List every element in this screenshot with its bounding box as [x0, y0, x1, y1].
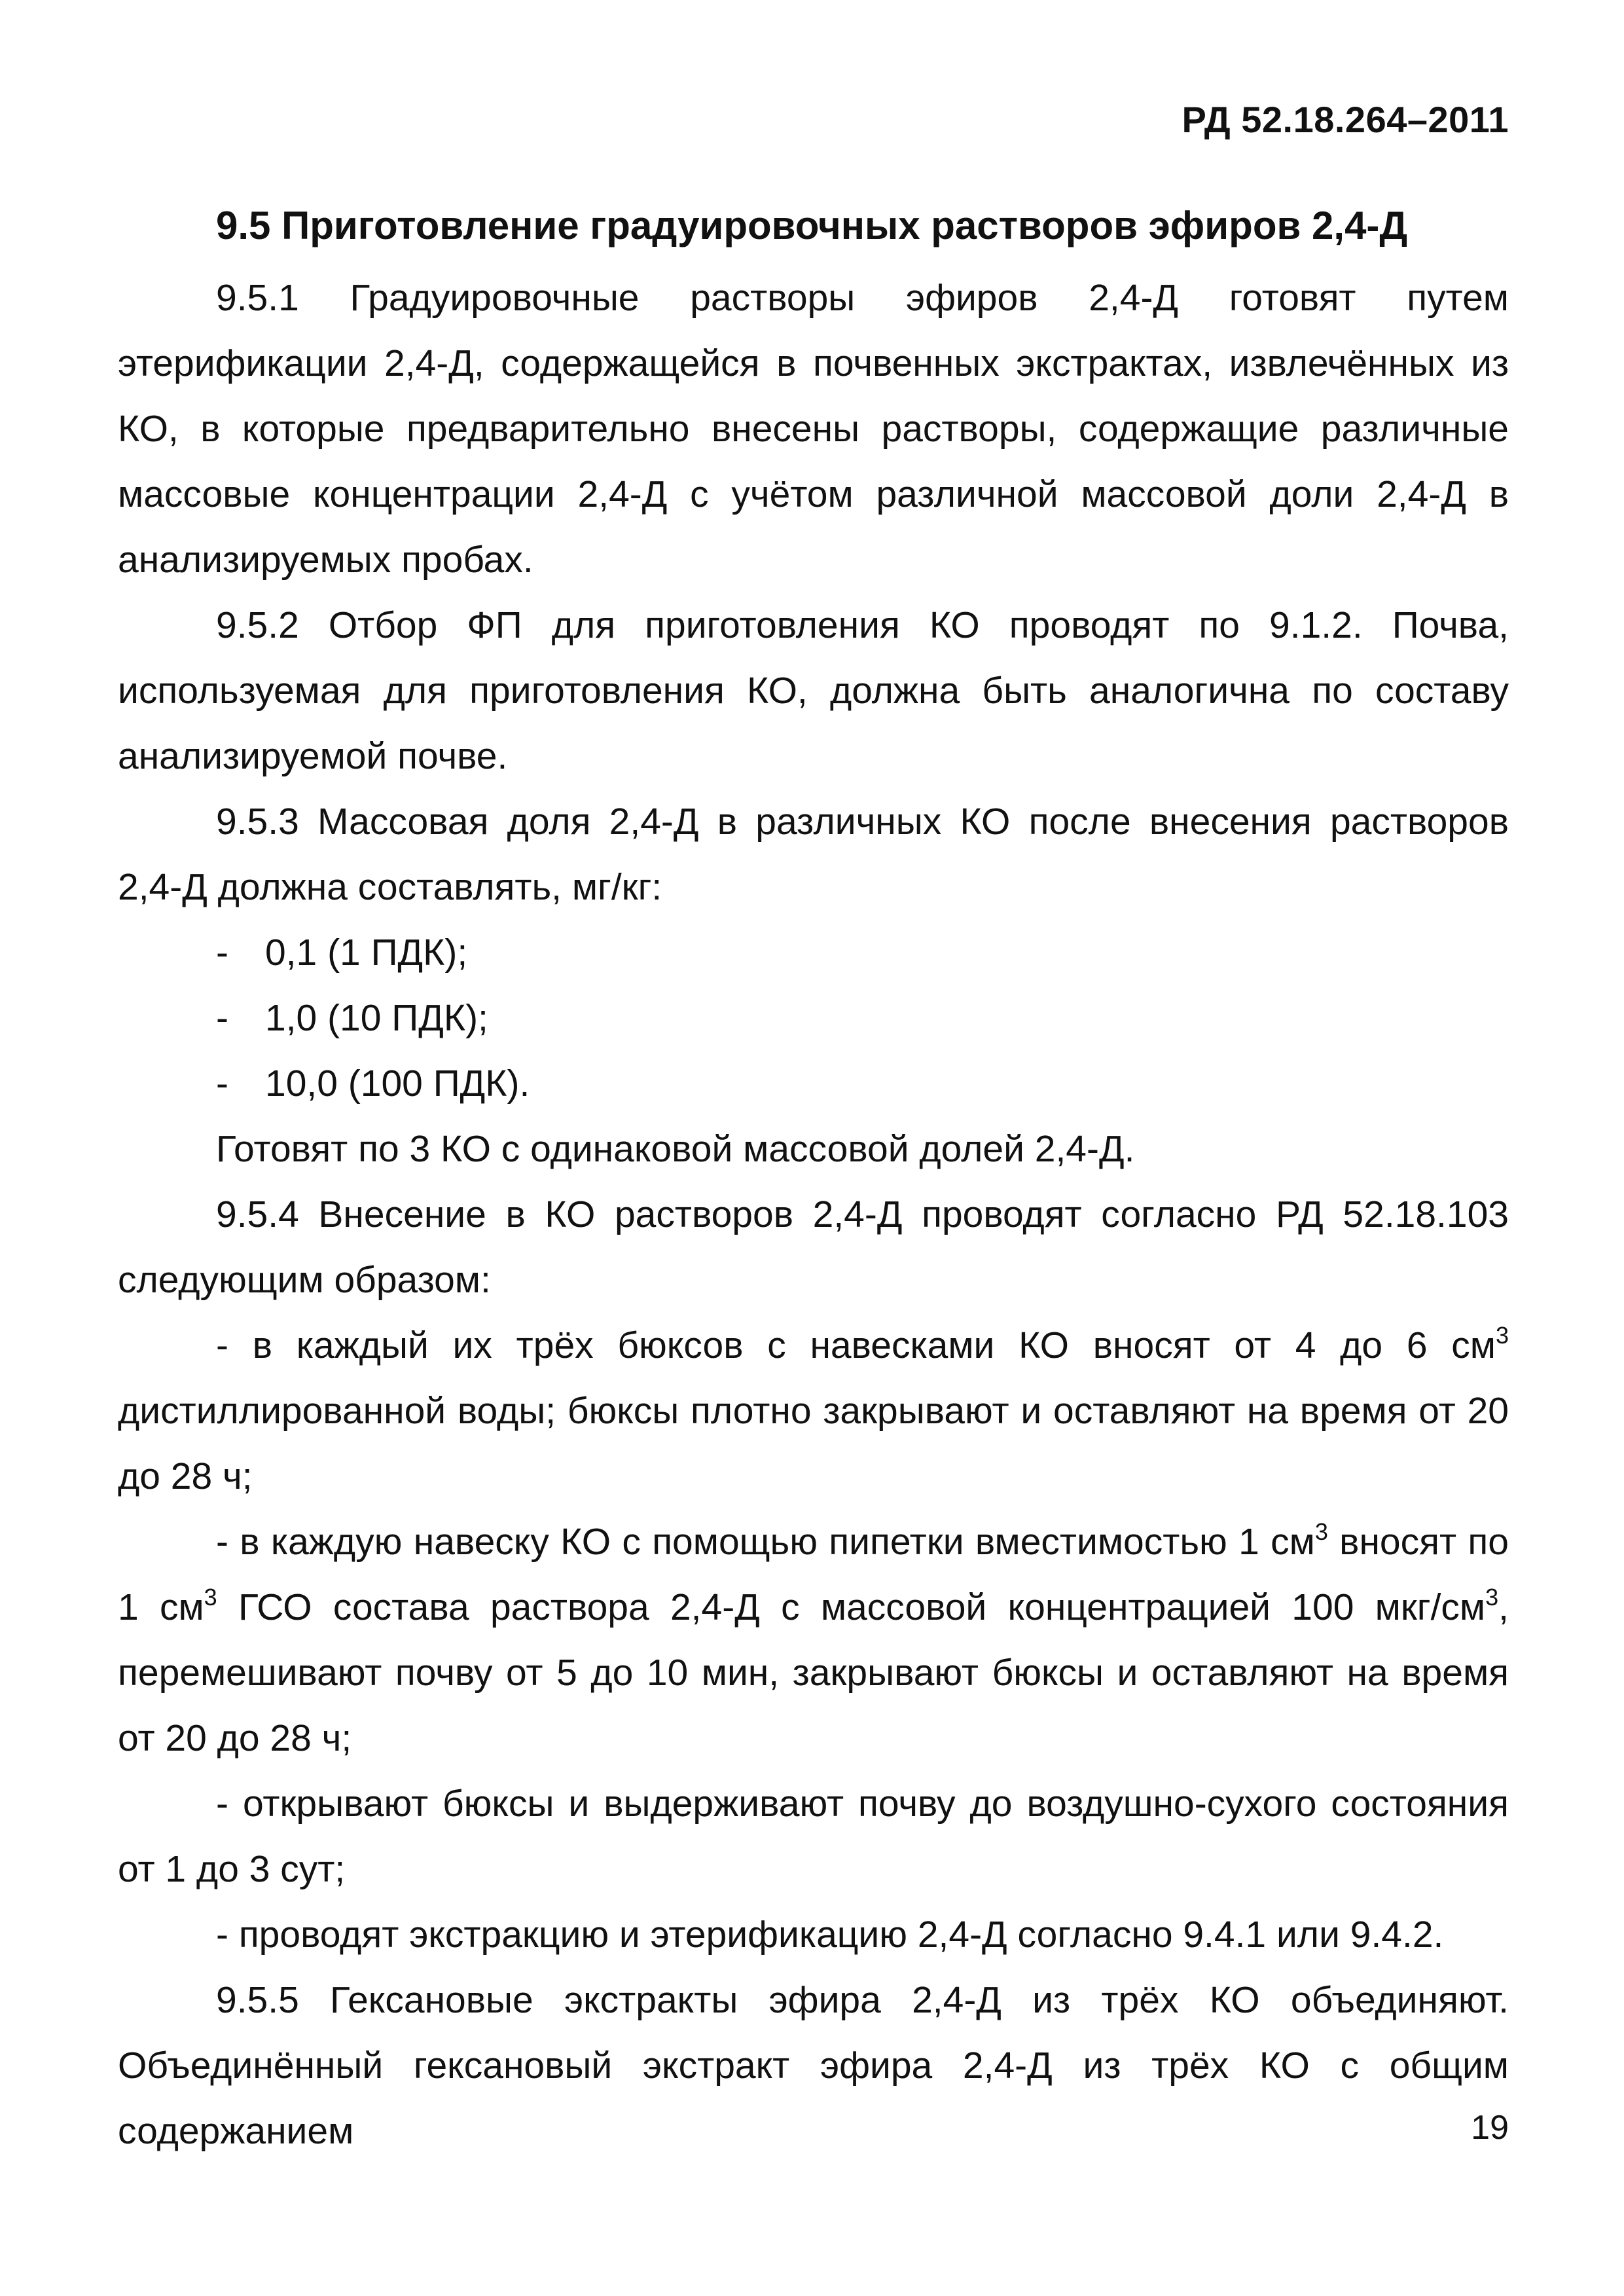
list-item-text: 10,0 (100 ПДК). [265, 1063, 530, 1104]
bullet-2-text-d: , перемешивают почву от 5 до 10 мин, закрывают бюксы и оставляют на время от 20 до 28 ч; [118, 1586, 1509, 1759]
paragraph-9-5-5: 9.5.5 Гексановые экстракты эфира 2,4-Д из трёх КО объединяют. Объединённый гексановый экстракт эфира 2,4-Д из трёх КО с общим содержанием [118, 1979, 1509, 2152]
section-title: 9.5 Приготовление градуировочных растворов эфиров 2,4-Д [216, 204, 1408, 247]
superscript: 3 [1495, 1322, 1509, 1349]
paragraph-9-5-2: 9.5.2 Отбор ФП для приготовления КО проводят по 9.1.2. Почва, используемая для приготовления КО, должна быть аналогична по составу анализируемой почве. [118, 604, 1509, 777]
bullet-2-text-b: вносят по 1 см [118, 1521, 1509, 1628]
bullet-2-text-a: - в каждую навеску КО с помощью пипетки вместимостью 1 см [216, 1521, 1315, 1563]
bullet-1-text-b: дистиллированной воды; бюксы плотно закрывают и оставляют на время от 20 до 28 ч; [118, 1390, 1509, 1497]
bullet-2 [118, 1509, 1509, 1771]
superscript: 3 [1314, 1518, 1328, 1545]
list-dash: - [216, 997, 228, 1039]
list-item [118, 985, 1509, 1051]
list-item-text: 0,1 (1 ПДК); [265, 932, 468, 974]
superscript: 3 [204, 1584, 217, 1611]
bullet-3: - открывают бюксы и выдерживают почву до воздушно-сухого состояния от 1 до 3 сут; [118, 1783, 1509, 1890]
body-text [118, 265, 1509, 2164]
bullet-2-text-c: ГСО состава раствора 2,4-Д с массовой концентрацией 100 мкг/см [217, 1586, 1486, 1628]
list-dash: - [216, 1063, 228, 1104]
bullet-1 [118, 1313, 1509, 1509]
list-item [118, 920, 1509, 985]
bullet-1-text-a: - в каждый их трёх бюксов с навесками КО вносят от 4 до 6 см [216, 1324, 1496, 1366]
paragraph-9-5-4: 9.5.4 Внесение в КО растворов 2,4-Д проводят согласно РД 52.18.103 следующим образом: [118, 1194, 1509, 1301]
page-number: 19 [1471, 2109, 1509, 2147]
list-item [118, 1051, 1509, 1116]
list-item-text: 1,0 (10 ПДК); [265, 997, 488, 1039]
bullet-4: - проводят экстракцию и этерификацию 2,4-Д согласно 9.4.1 или 9.4.2. [216, 1914, 1444, 1956]
superscript: 3 [1485, 1584, 1499, 1611]
document-id-header: РД 52.18.264–2011 [1182, 99, 1509, 140]
paragraph-9-5-3-note: Готовят по 3 КО с одинаковой массовой долей 2,4-Д. [216, 1128, 1135, 1170]
paragraph-9-5-1: 9.5.1 Градуировочные растворы эфиров 2,4-Д готовят путем этерификации 2,4-Д, содержащейся в почвенных экстрактах, извлечённых из КО, в которые предварительно внесены растворы, содержащие различные массовые концентрации 2,4-Д с учётом различной массовой доли 2,4-Д в анализируемых пробах. [118, 277, 1509, 581]
list-dash: - [216, 932, 228, 974]
paragraph-9-5-3: 9.5.3 Массовая доля 2,4-Д в различных КО после внесения растворов 2,4-Д должна составлять, мг/кг: [118, 801, 1509, 908]
